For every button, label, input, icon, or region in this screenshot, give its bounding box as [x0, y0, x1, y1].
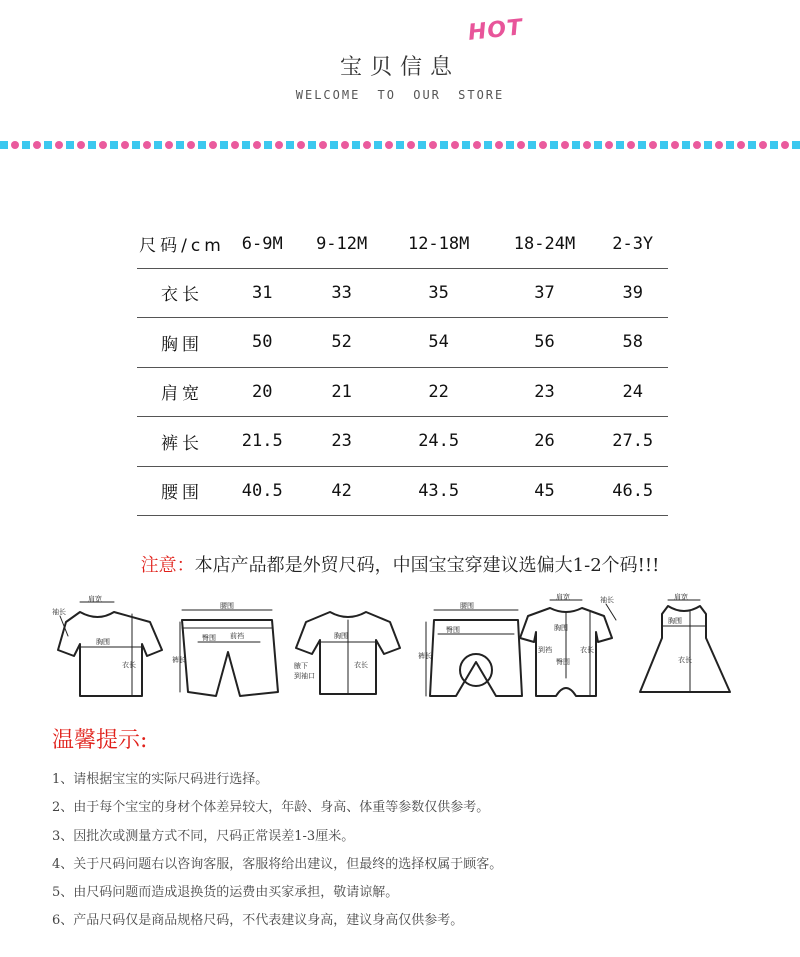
size-table-cell: 22	[386, 367, 492, 417]
dot-circle	[121, 141, 129, 149]
size-table-cell: 40.5	[227, 466, 298, 516]
dot-square	[242, 141, 250, 149]
size-table-cell: 54	[386, 318, 492, 368]
shorts-label-length: 裤长	[172, 656, 186, 664]
dot-square	[638, 141, 646, 149]
dot-circle	[649, 141, 657, 149]
tshirt-label-length: 衣长	[122, 661, 136, 669]
tshirt-diagram	[52, 594, 162, 696]
size-table-cell: 33	[298, 268, 386, 318]
dot-circle	[385, 141, 393, 149]
shorts-label-hip: 臀围	[202, 634, 216, 642]
tshirt-label-sleeve: 袖长	[52, 608, 66, 616]
dress-diagram	[640, 592, 730, 692]
size-table-row-label: 胸围	[137, 318, 227, 368]
dot-square	[352, 141, 360, 149]
dot-circle	[781, 141, 789, 149]
dot-square	[682, 141, 690, 149]
dot-circle	[561, 141, 569, 149]
page-subtitle: WELCOME TO OUR STORE	[295, 88, 505, 102]
dress-label-chest: 胸围	[668, 617, 682, 625]
size-table-header-cell: 6-9M	[227, 220, 298, 268]
garment-measurement-illustrations	[50, 592, 770, 710]
dot-circle	[451, 141, 459, 149]
size-table-cell: 26	[492, 417, 598, 467]
size-table-cell: 50	[227, 318, 298, 368]
pants-label-hip: 臀围	[446, 626, 460, 634]
dot-circle	[209, 141, 217, 149]
size-table	[137, 220, 668, 516]
dot-circle	[187, 141, 195, 149]
dot-circle	[473, 141, 481, 149]
dot-square	[374, 141, 382, 149]
dot-circle	[231, 141, 239, 149]
size-table-header-cell: 2-3Y	[597, 220, 668, 268]
size-table-cell: 20	[227, 367, 298, 417]
size-table-header-cell: 尺码/cm	[137, 220, 227, 268]
dot-circle	[759, 141, 767, 149]
size-table-row-label: 衣长	[137, 268, 227, 318]
dot-square	[110, 141, 118, 149]
dot-circle	[99, 141, 107, 149]
dot-circle	[143, 141, 151, 149]
size-table-header-cell: 12-18M	[386, 220, 492, 268]
dot-circle	[693, 141, 701, 149]
dot-circle	[407, 141, 415, 149]
shorts-label-rise: 前裆	[230, 632, 244, 640]
dot-circle	[77, 141, 85, 149]
dot-square	[66, 141, 74, 149]
hot-badge: HOT	[466, 15, 525, 46]
size-table-row-label: 肩宽	[137, 367, 227, 417]
dot-circle	[737, 141, 745, 149]
dot-circle	[297, 141, 305, 149]
size-table-row	[137, 466, 668, 516]
size-table-cell: 52	[298, 318, 386, 368]
dot-circle	[627, 141, 635, 149]
raglan-label-cuff: 到袖口	[294, 672, 315, 680]
dot-square	[44, 141, 52, 149]
dot-square	[792, 141, 800, 149]
dot-circle	[55, 141, 63, 149]
raglan-label-armpit: 腋下	[294, 662, 308, 670]
dot-square	[88, 141, 96, 149]
pants-label-waist: 腰围	[460, 602, 474, 610]
dot-square	[572, 141, 580, 149]
size-table-row-label: 裤长	[137, 417, 227, 467]
size-table-cell: 35	[386, 268, 492, 318]
dot-square	[22, 141, 30, 149]
dot-circle	[495, 141, 503, 149]
tips-list	[52, 766, 502, 936]
dot-square	[550, 141, 558, 149]
dot-circle	[671, 141, 679, 149]
dress-label-shoulder: 肩宽	[674, 593, 688, 601]
dot-square	[484, 141, 492, 149]
pants-label-length: 裤长	[418, 652, 432, 660]
dot-square	[330, 141, 338, 149]
note-prefix: 注意：	[140, 555, 195, 576]
size-table-cell: 39	[597, 268, 668, 318]
dot-circle	[165, 141, 173, 149]
size-table-header-row	[137, 220, 668, 268]
tip-item: 2、由于每个宝宝的身材个体差异较大，年龄、身高、体重等参数仅供参考。	[52, 800, 490, 816]
dot-square	[462, 141, 470, 149]
tshirt-label-chest: 胸围	[96, 638, 110, 646]
dot-circle	[605, 141, 613, 149]
tips-title: 温馨提示:	[52, 728, 148, 753]
tip-item: 3、因批次或测量方式不同，尺码正常误差1-3厘米。	[52, 828, 355, 844]
size-table-cell: 27.5	[597, 417, 668, 467]
pants-diagram	[418, 601, 522, 696]
size-table-cell: 37	[492, 268, 598, 318]
tshirt-label-shoulder: 肩宽	[88, 595, 102, 603]
size-table-cell: 23	[492, 367, 598, 417]
dot-circle	[275, 141, 283, 149]
romper-diagram	[520, 592, 616, 696]
romper-label-shoulder: 肩宽	[556, 593, 570, 601]
sizing-note	[0, 551, 800, 577]
size-table-cell: 42	[298, 466, 386, 516]
dot-square	[154, 141, 162, 149]
dot-square	[396, 141, 404, 149]
dot-square	[220, 141, 228, 149]
dot-circle	[341, 141, 349, 149]
tip-item: 6、产品尺码仅是商品规格尺码，不代表建议身高，建议身高仅供参考。	[52, 913, 464, 929]
raglan-diagram	[294, 612, 400, 694]
dot-circle	[253, 141, 261, 149]
dot-circle	[319, 141, 327, 149]
dot-circle	[363, 141, 371, 149]
dot-square	[418, 141, 426, 149]
size-table-cell: 24.5	[386, 417, 492, 467]
dot-circle	[33, 141, 41, 149]
dot-square	[286, 141, 294, 149]
size-table-row	[137, 367, 668, 417]
dot-square	[594, 141, 602, 149]
dot-square	[616, 141, 624, 149]
dot-border	[0, 139, 800, 153]
shorts-diagram	[172, 601, 278, 696]
dot-circle	[539, 141, 547, 149]
tip-item: 4、关于尺码问题右以咨询客服，客服将给出建议，但最终的选择权属于顾客。	[52, 856, 503, 872]
size-table-cell: 23	[298, 417, 386, 467]
dot-square	[440, 141, 448, 149]
dot-square	[660, 141, 668, 149]
romper-label-hip: 臀围	[556, 658, 570, 666]
size-table-row	[137, 268, 668, 318]
size-table-row	[137, 417, 668, 467]
size-table-header-cell: 9-12M	[298, 220, 386, 268]
romper-label-length: 衣长	[580, 646, 594, 654]
romper-label-crotch: 到裆	[538, 646, 552, 654]
page-title: 宝贝信息	[339, 55, 460, 80]
raglan-label-length: 衣长	[354, 661, 368, 669]
size-table-cell: 24	[597, 367, 668, 417]
size-table-cell: 21.5	[227, 417, 298, 467]
size-table-cell: 58	[597, 318, 668, 368]
size-table-cell: 21	[298, 367, 386, 417]
tip-item: 1、请根据宝宝的实际尺码进行选择。	[52, 772, 269, 787]
size-table-cell: 56	[492, 318, 598, 368]
dot-square	[264, 141, 272, 149]
dot-square	[748, 141, 756, 149]
dot-circle	[583, 141, 591, 149]
dress-label-length: 衣长	[678, 656, 692, 664]
size-table-row	[137, 318, 668, 368]
size-table-cell: 45	[492, 466, 598, 516]
dot-square	[132, 141, 140, 149]
dot-square	[770, 141, 778, 149]
dot-circle	[11, 141, 19, 149]
dot-square	[0, 141, 8, 149]
size-table-cell: 46.5	[597, 466, 668, 516]
size-table-cell: 31	[227, 268, 298, 318]
dot-square	[506, 141, 514, 149]
romper-label-chest: 胸围	[554, 624, 568, 632]
dot-circle	[517, 141, 525, 149]
romper-label-sleeve: 袖长	[600, 596, 614, 604]
dot-circle	[715, 141, 723, 149]
dot-square	[198, 141, 206, 149]
raglan-label-chest: 胸围	[334, 632, 348, 640]
size-table-header-cell: 18-24M	[492, 220, 598, 268]
size-table-cell: 43.5	[386, 466, 492, 516]
size-table-row-label: 腰围	[137, 466, 227, 516]
dot-square	[704, 141, 712, 149]
dot-square	[726, 141, 734, 149]
dot-square	[308, 141, 316, 149]
dot-square	[528, 141, 536, 149]
note-text: 本店产品都是外贸尺码，中国宝宝穿建议选偏大1-2个码!!!	[194, 555, 660, 576]
dot-square	[176, 141, 184, 149]
tip-item: 5、由尺码问题而造成退换货的运费由买家承担，敬请谅解。	[52, 885, 399, 901]
dot-circle	[429, 141, 437, 149]
shorts-label-waist: 腰围	[220, 602, 234, 610]
